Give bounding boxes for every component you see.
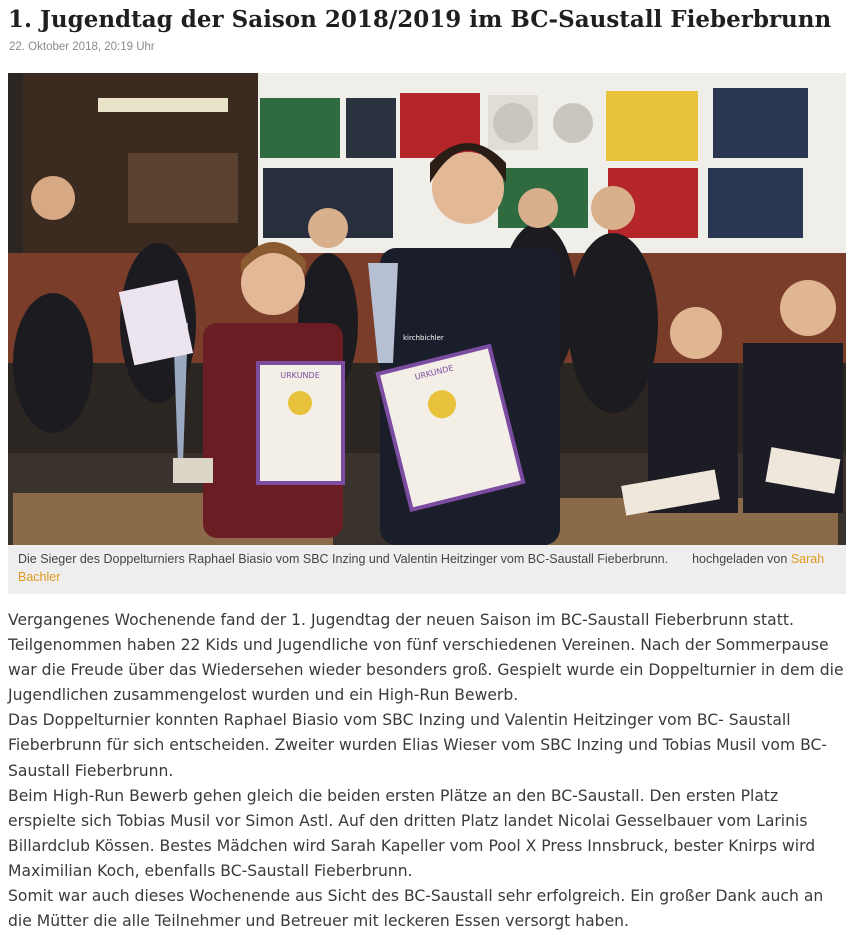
body-paragraph: Vergangenes Wochenende fand der 1. Jugendtag der neuen Saison im BC-Saustall Fieberbrunn statt. Teilgenommen haben 22 Kids und Jugendliche von fünf verschiedenen Vereinen. Nach der Sommerpause war die Freude über das Wiedersehen wieder besonders groß. Gespielt wurde ein Doppelturnier in dem die Jugendlichen zusammengelost wurden und ein High-Run Bewerb. [8,611,844,705]
caption-text: Die Sieger des Doppelturniers Raphael Biasio vom SBC Inzing und Valentin Heitzinger vom BC-Saustall Fieberbrunn. [18,552,669,566]
article-body [8,608,844,934]
body-paragraph: Das Doppelturnier konnten Raphael Biasio vom SBC Inzing und Valentin Heitzinger vom BC- Saustall Fieberbrunn für sich entscheiden. Zweiter wurden Elias Wieser vom SBC Inzing und Tobias Musil vom BC-Saustall Fieberbrunn. [8,711,828,780]
article-date: 22. Oktober 2018, 20:19 Uhr [9,41,155,53]
photo-illustration [8,73,846,545]
body-paragraph: Beim High-Run Bewerb gehen gleich die beiden ersten Plätze an den BC-Saustall. Den ersten Platz erspielte sich Tobias Musil vor Simon Astl. Auf den dritten Platz landet Nicolai Gesselbauer vom Larinis Billardclub Kössen. Bestes Mädchen wird Sarah Kapeller vom Pool X Press Innsbruck, bester Knirps wird Maximilian Koch, ebenfalls BC-Saustall Fieberbrunn. [8,786,816,880]
body-paragraph: Somit war auch dieses Wochenende aus Sicht des BC-Saustall sehr erfolgreich. Ein großer Dank auch an die Mütter die alle Teilnehmer und Betreuer mit leckeren Essen versorgt haben. [8,887,824,931]
shirt-print: kirchbichler [403,334,444,342]
article-photo[interactable] [8,73,846,545]
photo-caption [8,545,846,594]
article-title: 1. Jugendtag der Saison 2018/2019 im BC-Saustall Fieberbrunn [8,6,832,33]
uploaded-by-label: hochgeladen von [692,552,788,566]
certificate-heading-right: URKUNDE [413,363,455,382]
certificate-heading-left: URKUNDE [280,371,320,380]
author-link[interactable]: Sarah Bachler [18,552,825,584]
